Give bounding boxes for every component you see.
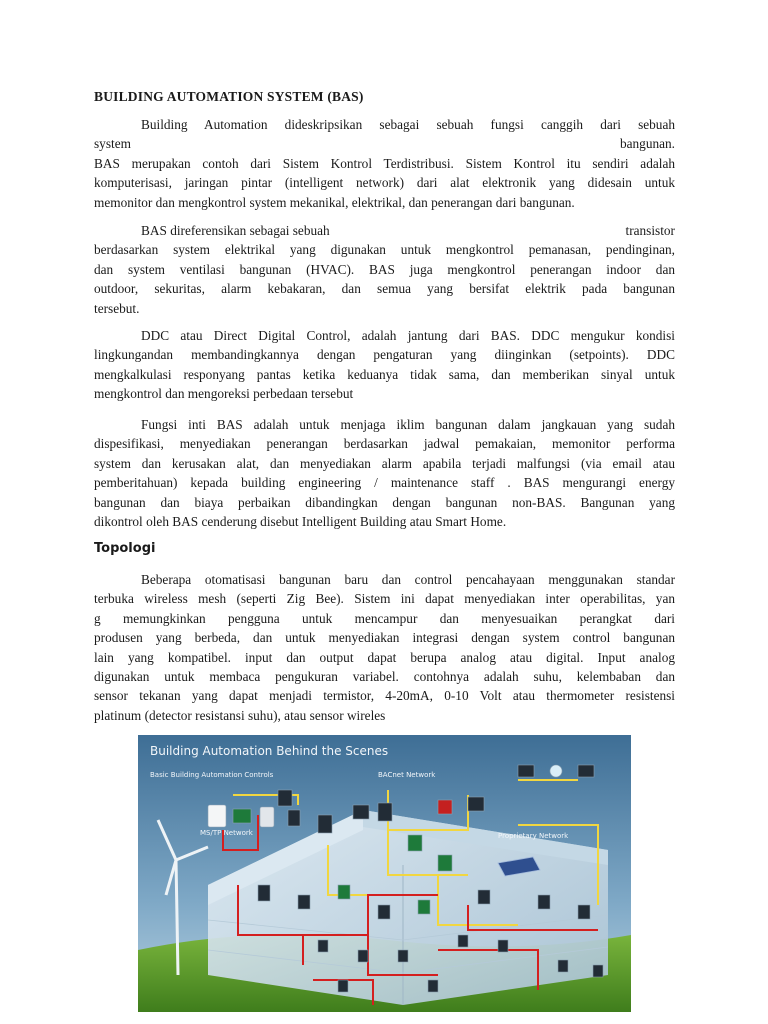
- paragraph-line: komputerisasi, jaringan pintar (intelligent network) dari alat elektronik yang didesain untuk: [94, 175, 675, 191]
- paragraph-line: Beberapa otomatisasi bangunan baru dan control pencahayaan menggunakan standar: [141, 572, 675, 587]
- paragraph-line: platinum (detector resistansi suhu), atau sensor wireles: [94, 707, 386, 723]
- paragraph-line: produsen yang berbeda, dan untuk menyediakan integrasi dengan system control bangunan: [94, 630, 675, 646]
- paragraph-line: lain yang kompatibel. input dan output dapat berupa analog atau digital. Input analog: [94, 649, 675, 665]
- diagram-label-mstp: MS/TP Network: [200, 829, 253, 837]
- paragraph-topologi: [94, 570, 675, 725]
- diagram-label-basic-controls: Basic Building Automation Controls: [150, 771, 274, 779]
- paragraph-line: pemberitahuan) kepada building engineering / maintenance staff . BAS mengurangi energy: [94, 475, 675, 491]
- diagram-title: Building Automation Behind the Scenes: [150, 744, 389, 758]
- paragraph-line: lingkungandan membandingkannya dengan pengaturan yang diinginkan (setpoints). DDC: [94, 347, 675, 363]
- paragraph-line-segment: system: [94, 136, 131, 152]
- diagram-label-proprietary: Proprietary Network: [498, 832, 569, 840]
- section-heading-topologi: Topologi: [94, 541, 156, 556]
- paragraph-building-automation: [94, 115, 675, 212]
- paragraph-line: g memungkinkan pengguna untuk mencampur dan menyesuaikan perangkat dari: [94, 610, 675, 626]
- paragraph-line-segment: bangunan.: [619, 136, 675, 152]
- paragraph-line: digunakan untuk membaca pengukuran variabel. contohnya adalah suhu, kelembaban dan: [94, 668, 675, 684]
- paragraph-ddc: [94, 326, 675, 404]
- paragraph-line: terbuka wireless mesh (seperti Zig Bee). Sistem ini dapat menyediakan inter operabilitas, yan: [94, 591, 675, 607]
- paragraph-line: mengkalkulasi responyang pantas ketika keduanya tidak sama, dan memberikan sinyal untuk: [94, 366, 675, 382]
- paragraph-fungsi: [94, 415, 675, 531]
- paragraph-line: memonitor dan mengkontrol system mekanikal, elektrikal, dan penerangan dari bangunan.: [94, 194, 575, 210]
- paragraph-line: [94, 221, 675, 240]
- bas-diagram-illustration: [138, 735, 631, 1012]
- paragraph-line-segment: transistor: [625, 223, 675, 238]
- paragraph-line-segment: BAS direferensikan sebagai sebuah: [141, 223, 330, 238]
- paragraph-line: mengkontrol dan mengoreksi perbedaan tersebut: [94, 386, 354, 402]
- document-title: BUILDING AUTOMATION SYSTEM (BAS): [94, 89, 364, 104]
- paragraph-line: BAS merupakan contoh dari Sistem Kontrol Terdistribusi. Sistem Kontrol itu sendiri adalah: [94, 155, 675, 171]
- paragraph-line: dikontrol oleh BAS cenderung disebut Intelligent Building atau Smart Home.: [94, 513, 507, 529]
- paragraph-line: [94, 134, 675, 153]
- paragraph-bas-definition: [94, 221, 675, 318]
- paragraph-line: sensor tekanan yang dapat menjadi termistor, 4-20mA, 0-10 Volt atau thermometer resistensi: [94, 688, 675, 704]
- paragraph-line: dan system ventilasi bangunan (HVAC). BAS juga mengkontrol penerangan indoor dan: [94, 261, 675, 277]
- paragraph-line: tersebut.: [94, 300, 140, 316]
- paragraph-line: berdasarkan system elektrikal yang digunakan untuk mengkontrol pemanasan, pendinginan,: [94, 242, 675, 258]
- paragraph-line: bangunan dan biaya perbaikan dibandingkan dengan bangunan non-BAS. Bangunan yang: [94, 494, 675, 510]
- paragraph-line: outdoor, sekuritas, alarm kebakaran, dan semua yang bersifat elektrik pada bangunan: [94, 281, 675, 297]
- paragraph-line: DDC atau Direct Digital Control, adalah jantung dari BAS. DDC mengukur kondisi: [141, 328, 675, 343]
- paragraph-line: Building Automation dideskripsikan sebagai sebuah fungsi canggih dari sebuah: [141, 117, 675, 132]
- paragraph-line: Fungsi inti BAS adalah untuk menjaga iklim bangunan dalam jangkauan yang sudah: [141, 417, 675, 432]
- diagram-label-bacnet: BACnet Network: [378, 771, 436, 779]
- paragraph-line: dispesifikasi, menyediakan penerangan berdasarkan jadwal pemakaian, memonitor performa: [94, 436, 675, 452]
- paragraph-line: system dan kerusakan alat, dan menyediakan alarm apabila terjadi malfungsi (via email atau: [94, 455, 675, 471]
- bas-diagram-image: [138, 735, 631, 1012]
